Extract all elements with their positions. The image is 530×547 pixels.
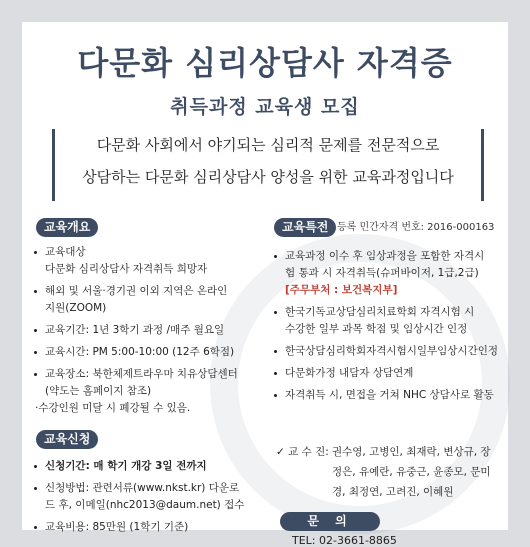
features-badge: 교육특전: [274, 218, 336, 237]
registration-number: 등록 민간자격 번호: 2016-000163: [337, 222, 495, 233]
features-list: [272, 248, 508, 404]
features-item: 한국상담심리학회자격시험시일부임상시간인정: [272, 343, 508, 360]
overview-item: 교육장소: 북한체제트라우마 치유상담센터: [32, 366, 272, 383]
contact-tel: TEL: 02-3661-8865: [292, 534, 397, 547]
apply-item: 신청기간: 매 학기 개강 3일 전까지: [32, 458, 272, 475]
overview-item: 다문화 심리상담사 자격취득 희망자: [45, 263, 208, 275]
contact-badge: 문 의: [280, 512, 380, 531]
faculty-label: ✓ 교 수 진:: [276, 446, 329, 458]
overview-item: 지원(ZOOM): [45, 302, 107, 314]
apply-item: 드 후, 이메일(nhc2013@daum.net) 접수: [45, 499, 245, 511]
faculty-names: 권수영, 고병인, 최재락, 변상규, 장정은, 유예란, 유중근, 윤종모, 문미경, 최정연, 고려진, 이혜원: [332, 446, 491, 498]
overview-list: [32, 244, 272, 417]
overview-item: 해외 및 서울·경기권 이외 지역은 온라인: [32, 283, 272, 300]
overview-item: 교육대상: [32, 244, 272, 261]
overview-item: 교육시간: PM 5:00-10:00 (12주 6학점): [32, 344, 272, 361]
poster: [22, 22, 508, 547]
overview-item: 교육기간: 1년 3학기 과정 /매주 월요일: [32, 322, 272, 339]
features-item: 다문화가정 내담자 상담연계: [272, 365, 508, 382]
features-item: 수강한 일부 과목 학점 및 임상시간 인정: [285, 323, 468, 335]
intro-box: [52, 129, 484, 201]
apply-badge: 교육신청: [36, 430, 98, 449]
overview-item: (약도는 홈페이지 참조): [45, 385, 152, 397]
intro-line-1: 다문화 사회에서 야기되는 심리적 문제를 전문적으로: [96, 136, 440, 154]
overview-badge: 교육개요: [36, 218, 98, 237]
intro-line-2: 상담하는 다문화 심리상담사 양성을 위한 교육과정입니다: [82, 168, 454, 186]
page-subtitle: 취득과정 교육생 모집: [170, 96, 360, 118]
page-title: 다문화 심리상담사 자격증: [77, 44, 453, 82]
apply-list: [32, 458, 272, 536]
ministry-note: [주무부처 : 보건복지부]: [285, 284, 398, 296]
overview-note: ·수강인원 미달 시 폐강될 수 있음.: [35, 402, 191, 414]
features-item: 험 통과 시 자격취득(슈퍼바이저, 1급,2급): [285, 267, 479, 279]
apply-item: 교육비용: 85만원 (1학기 기준): [32, 519, 272, 536]
features-item: 교육과정 이수 후 임상과정을 포함한 자격시: [272, 248, 508, 265]
features-item: 자격취득 시, 면접을 거쳐 NHC 상담사로 활동: [272, 387, 508, 404]
features-item: 한국기독교상담심리치료학회 자격시험 시: [272, 304, 508, 321]
apply-item: 신청방법: 관련서류(www.nkst.kr) 다운로: [32, 480, 272, 497]
